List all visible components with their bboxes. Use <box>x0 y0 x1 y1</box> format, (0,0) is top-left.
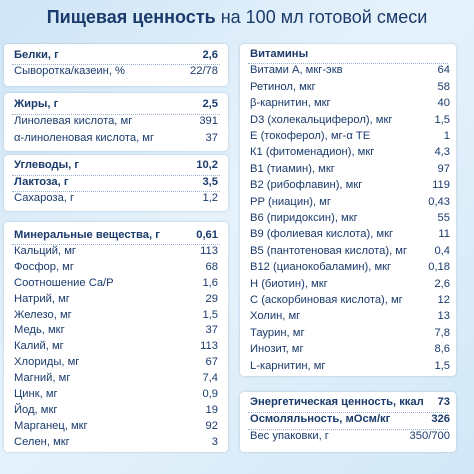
vitamins-label: В2 (рибофлавин), мкг <box>250 179 363 192</box>
page-title <box>0 7 474 28</box>
minerals-card <box>4 222 228 452</box>
vitamins-value: 7,8 <box>434 326 450 339</box>
minerals-value: 113 <box>200 340 218 353</box>
vitamins-label: Холин, мг <box>250 310 301 323</box>
vitamins-value: 0,18 <box>428 261 450 274</box>
vitamins-label: Витамины <box>250 48 309 60</box>
carbs-row <box>4 159 228 175</box>
minerals-row <box>4 372 228 388</box>
minerals-value: 1,5 <box>202 308 218 321</box>
minerals-value: 7,4 <box>202 372 218 385</box>
minerals-row <box>4 404 228 420</box>
fats-value: 2,5 <box>202 98 218 110</box>
vitamins-row <box>240 327 456 343</box>
vitamins-label: В1 (тиамин), мкг <box>250 162 335 175</box>
vitamins-value: 4,3 <box>434 146 450 159</box>
minerals-value: 37 <box>205 324 218 337</box>
vitamins-value: 55 <box>437 212 450 224</box>
vitamins-label: Таурин, мг <box>250 326 305 339</box>
vitamins-row <box>240 278 456 294</box>
energy-row <box>240 413 456 429</box>
protein-label: Сыворотка/казеин, % <box>14 65 126 77</box>
fats-label: Линолевая кислота, мг <box>14 115 133 127</box>
energy-label: Вес упаковки, г <box>250 430 329 442</box>
carbs-row <box>4 176 228 192</box>
vitamins-value: 97 <box>437 162 450 175</box>
vitamins-label: В9 (фолиевая кислота), мкг <box>250 228 394 241</box>
vitamins-card <box>240 44 456 376</box>
vitamins-row <box>240 310 456 326</box>
minerals-value: 19 <box>205 403 218 416</box>
carbs-value: 3,5 <box>202 175 218 188</box>
vitamins-row <box>240 163 456 179</box>
minerals-row <box>4 356 228 372</box>
vitamins-label: В5 (пантотеновая кислота), мг <box>250 244 408 257</box>
fats-row <box>4 132 228 148</box>
minerals-row <box>4 340 228 356</box>
energy-row <box>240 430 456 446</box>
minerals-row <box>4 388 228 404</box>
carbs-row <box>4 192 228 208</box>
minerals-label: Кальций, мг <box>14 244 76 257</box>
minerals-label: Хлориды, мг <box>14 356 80 369</box>
minerals-label: Магний, мг <box>14 372 71 385</box>
vitamins-value: 11 <box>438 228 450 241</box>
vitamins-row <box>240 64 456 80</box>
minerals-row <box>4 245 228 261</box>
minerals-label: Йод, мкг <box>14 403 58 416</box>
vitamins-label: С (аскорбиновая кислота), мг <box>250 294 403 306</box>
vitamins-value: 8,6 <box>434 343 450 356</box>
vitamins-value: 119 <box>432 179 450 192</box>
fats-value: 37 <box>205 132 218 144</box>
minerals-value: 92 <box>205 419 218 432</box>
fats-row <box>4 98 228 114</box>
minerals-label: Марганец, мкг <box>14 419 88 432</box>
minerals-value: 113 <box>200 244 218 257</box>
minerals-label: Железо, мг <box>14 308 72 321</box>
vitamins-row <box>240 212 456 228</box>
energy-label: Энергетическая ценность, ккал <box>250 396 424 408</box>
vitamins-label: β-карнитин, мкг <box>250 97 331 110</box>
vitamins-value: 1,5 <box>434 359 450 372</box>
protein-label: Белки, г <box>14 49 59 61</box>
minerals-row <box>4 436 228 452</box>
fats-value: 391 <box>199 115 218 127</box>
vitamins-value: 12 <box>437 294 450 306</box>
vitamins-row <box>240 179 456 195</box>
minerals-label: Медь, мкг <box>14 324 65 337</box>
minerals-value: 68 <box>205 260 218 273</box>
vitamins-value: 64 <box>437 64 450 77</box>
vitamins-row <box>240 130 456 146</box>
energy-card <box>240 392 456 452</box>
minerals-value: 1,6 <box>202 276 218 289</box>
carbs-label: Лактоза, г <box>14 175 69 188</box>
vitamins-row <box>240 196 456 212</box>
minerals-label: Минеральные вещества, г <box>14 229 160 241</box>
vitamins-row <box>240 81 456 97</box>
fats-label: α-линоленовая кислота, мг <box>14 132 155 144</box>
vitamins-row <box>240 97 456 113</box>
carbs-label: Сахароза, г <box>14 192 75 204</box>
minerals-row <box>4 309 228 325</box>
minerals-row <box>4 420 228 436</box>
vitamins-label: L-карнитин, мг <box>250 359 326 372</box>
minerals-label: Селен, мкг <box>14 435 70 448</box>
carbs-value: 10,2 <box>196 159 218 171</box>
vitamins-label: В6 (пиридоксин), мкг <box>250 212 358 224</box>
vitamins-row <box>240 245 456 261</box>
protein-value: 2,6 <box>202 49 218 61</box>
vitamins-value: 58 <box>437 80 450 93</box>
protein-value: 22/78 <box>190 65 218 77</box>
minerals-value: 0,61 <box>196 229 218 241</box>
minerals-label: Фосфор, мг <box>14 260 74 273</box>
minerals-label: Натрий, мг <box>14 292 70 305</box>
minerals-value: 29 <box>205 292 218 305</box>
minerals-value: 3 <box>211 435 218 448</box>
title-bold: Пищевая ценность <box>46 7 216 27</box>
vitamins-label: D3 (холекальциферол), мкг <box>250 113 393 126</box>
energy-value: 326 <box>431 413 450 425</box>
minerals-row <box>4 229 228 245</box>
minerals-label: Цинк, мг <box>14 388 58 400</box>
vitamins-label: Инозит, мг <box>250 343 304 356</box>
fats-row <box>4 115 228 131</box>
energy-row <box>240 396 456 412</box>
energy-value: 73 <box>437 396 450 408</box>
vitamins-label: В12 (цианокобаламин), мкг <box>250 261 392 274</box>
vitamins-row <box>240 228 456 244</box>
minerals-label: Калий, мг <box>14 340 64 353</box>
minerals-row <box>4 277 228 293</box>
fats-card <box>4 93 228 151</box>
fats-label: Жиры, г <box>14 98 59 110</box>
vitamins-row <box>240 343 456 359</box>
vitamins-row <box>240 146 456 162</box>
protein-row <box>4 49 228 65</box>
vitamins-label: К1 (фитоменадион), мкг <box>250 146 375 159</box>
carbs-card <box>4 155 228 211</box>
vitamins-value: 1,5 <box>434 113 450 126</box>
vitamins-row <box>240 261 456 277</box>
vitamins-value: 1 <box>443 130 450 142</box>
vitamins-row <box>240 294 456 310</box>
vitamins-label: Витами А, мкг-экв <box>250 64 343 77</box>
vitamins-row <box>240 114 456 130</box>
vitamins-row <box>240 360 456 376</box>
protein-row <box>4 65 228 81</box>
energy-value: 350/700 <box>409 430 450 442</box>
vitamins-value: 2,6 <box>434 277 450 290</box>
minerals-label: Соотношение Ca/P <box>14 276 114 289</box>
vitamins-label: Е (токоферол), мг-α ТЕ <box>250 130 371 142</box>
protein-card <box>4 44 228 86</box>
minerals-row <box>4 261 228 277</box>
energy-label: Осмоляльность, мОсм/кг <box>250 413 391 425</box>
vitamins-label: Ретинол, мкг <box>250 80 316 93</box>
vitamins-label: Н (биотин), мкг <box>250 277 328 290</box>
vitamins-value: 40 <box>437 97 450 110</box>
vitamins-value: 13 <box>437 310 450 323</box>
minerals-row <box>4 293 228 309</box>
title-rest: на 100 мл готовой смеси <box>220 7 428 27</box>
minerals-value: 67 <box>205 356 218 369</box>
vitamins-row <box>240 48 456 64</box>
minerals-value: 0,9 <box>202 388 218 400</box>
carbs-label: Углеводы, г <box>14 159 80 171</box>
vitamins-value: 0,4 <box>434 244 450 257</box>
carbs-value: 1,2 <box>202 192 218 204</box>
minerals-row <box>4 324 228 340</box>
vitamins-label: РР (ниацин), мг <box>250 195 331 208</box>
vitamins-value: 0,43 <box>428 195 450 208</box>
